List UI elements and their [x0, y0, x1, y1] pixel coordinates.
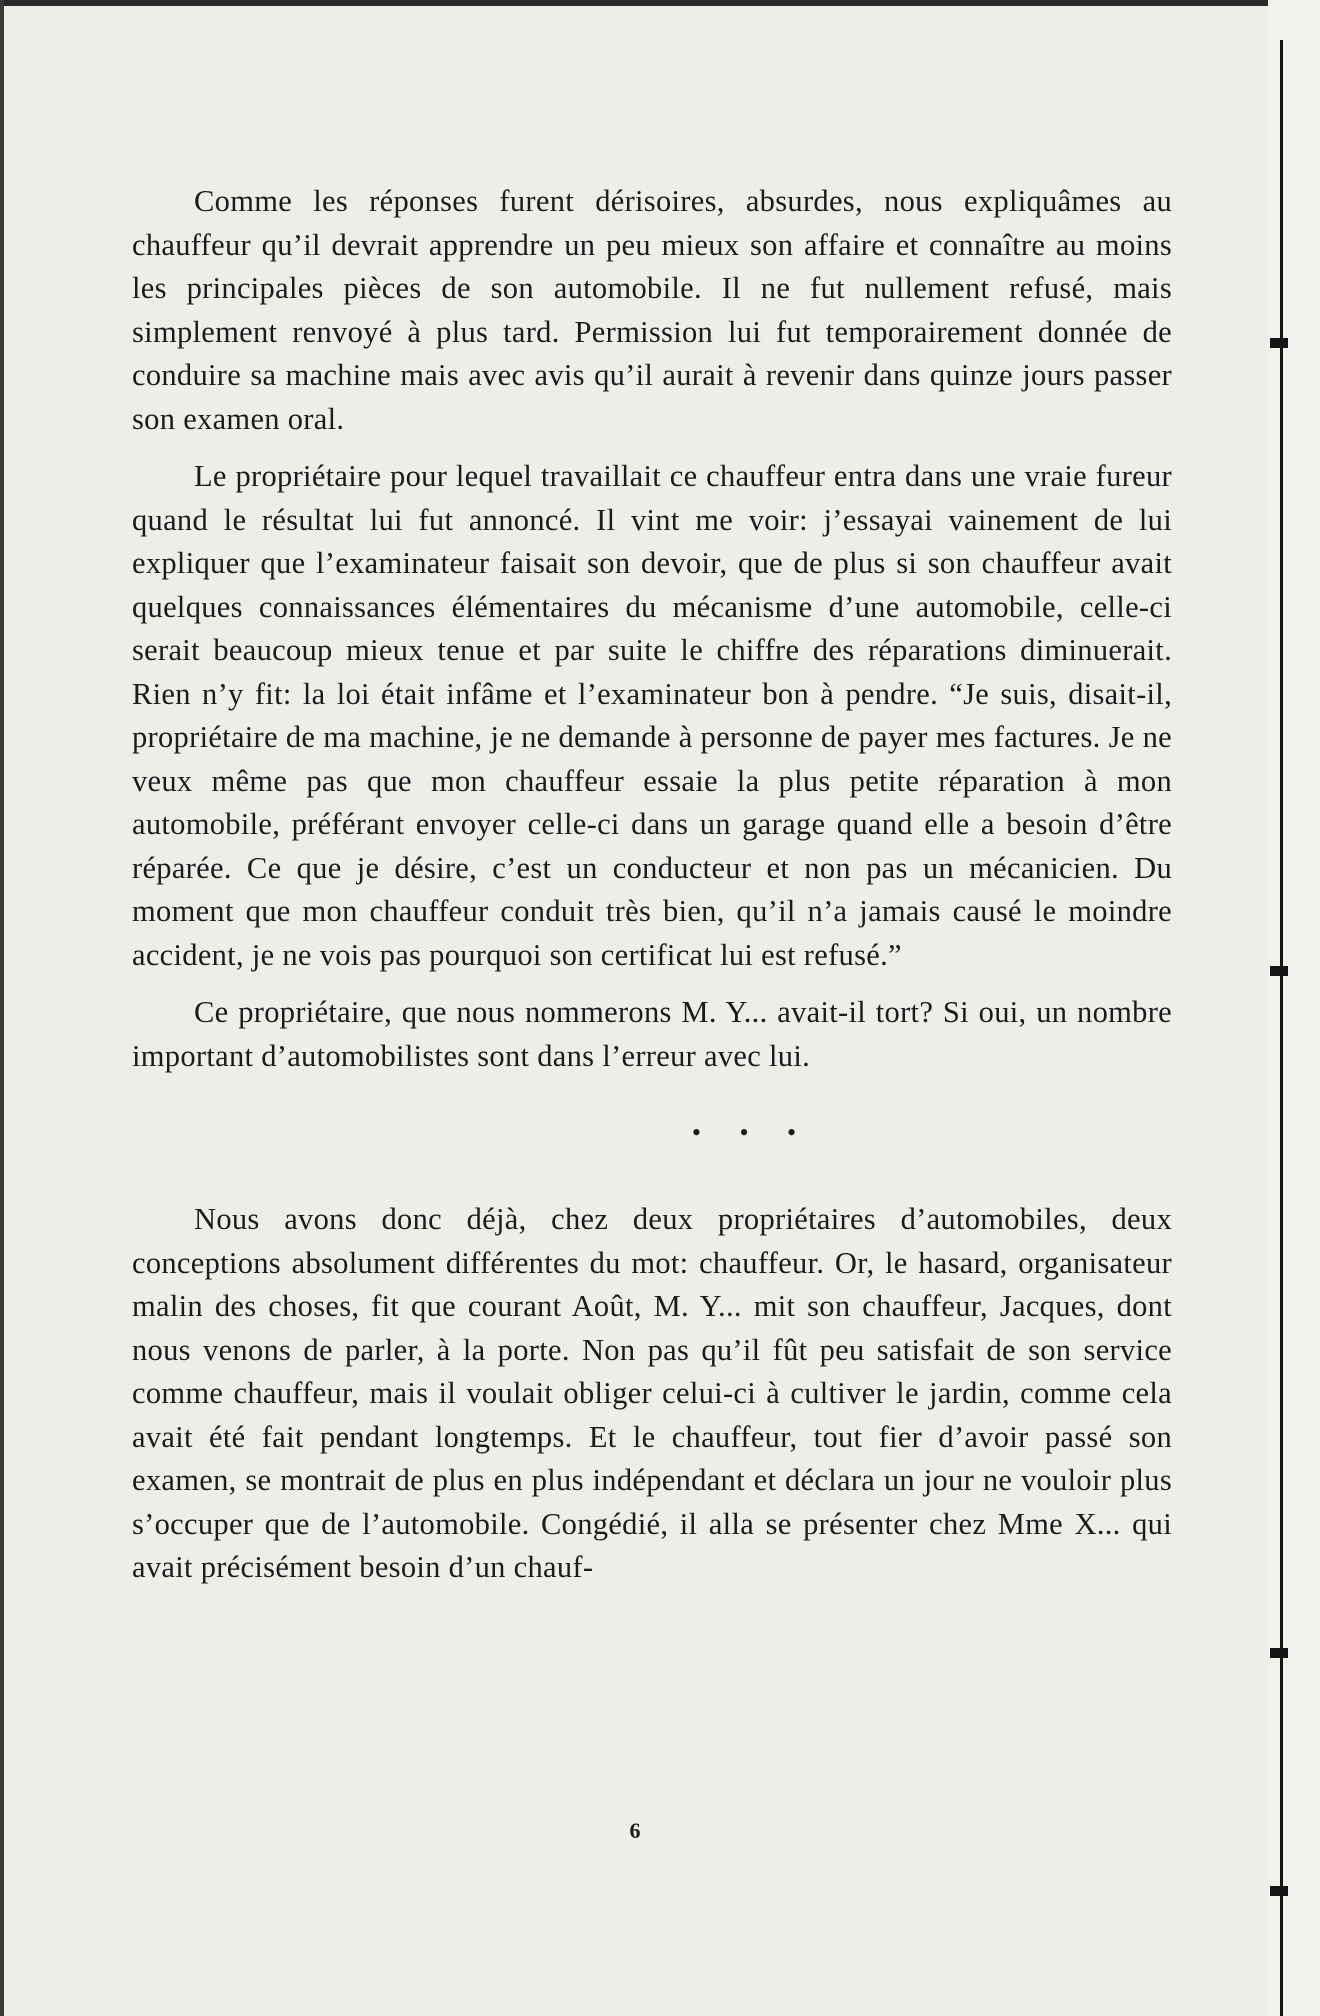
page-body-text	[132, 180, 1172, 1590]
section-separator: • • •	[691, 1118, 813, 1147]
page-number: 6	[629, 1818, 641, 1843]
paragraph: Ce propriétaire, que nous nommerons M. Y... avait-il tort? Si oui, un nombre important d’automobilistes sont dans l’erreur avec lui.	[132, 995, 1172, 1073]
page-binding-margin	[1268, 0, 1320, 2016]
binding-edge-line	[1280, 40, 1283, 2016]
binding-clip-mark	[1270, 966, 1288, 976]
binding-clip-mark	[1270, 338, 1288, 348]
paragraph: Nous avons donc déjà, chez deux propriétaires d’automobiles, deux conceptions absolument différentes du mot: chauffeur. Or, le hasard, organisateur malin des choses, fit que courant Août, M. Y... mit son chauffeur, Jacques, dont nous venons de parler, à la porte. Non pas qu’il fût peu satisfait de son service comme chauffeur, mais il voulait obliger celui-ci à cultiver le jardin, comme cela avait été fait pendant longtemps. Et le chauffeur, tout fier d’avoir passé son examen, se montrait de plus en plus indépendant et déclara un jour ne vouloir plus s’occuper que de l’automobile. Congédié, il alla se présenter chez Mme X... qui avait précisément besoin d’un chauf-	[132, 1202, 1172, 1584]
binding-clip-mark	[1270, 1886, 1288, 1896]
page-top-edge	[0, 0, 1320, 6]
paragraph: Le propriétaire pour lequel travaillait ce chauffeur entra dans une vraie fureur quand le résultat lui fut annoncé. Il vint me voir: j’essayai vainement de lui expliquer que l’examinateur faisait son devoir, que de plus si son chauffeur avait quelques connaissances élémentaires du mécanisme d’une automobile, celle-ci serait beaucoup mieux tenue et par suite le chiffre des réparations diminuerait. Rien n’y fit: la loi était infâme et l’examinateur bon à pendre. “Je suis, disait-il, propriétaire de ma machine, je ne demande à personne de payer mes factures. Je ne veux même pas que mon chauffeur essaie la plus petite réparation à mon automobile, préférant envoyer celle-ci dans un garage quand elle a besoin d’être réparée. Ce que je désire, c’est un conducteur et non pas un mécanicien. Du moment que mon chauffeur conduit très bien, qu’il n’a jamais causé le moindre accident, je ne vois pas pourquoi son certificat lui est refusé.”	[132, 459, 1172, 972]
paragraph: Comme les réponses furent dérisoires, absurdes, nous expliquâmes au chauffeur qu’il devrait apprendre un peu mieux son affaire et connaître au moins les principales pièces de son automobile. Il ne fut nullement refusé, mais simplement renvoyé à plus tard. Permission lui fut temporairement donnée de conduire sa machine mais avec avis qu’il aurait à revenir dans quinze jours passer son examen oral.	[132, 184, 1172, 436]
binding-clip-mark	[1270, 1648, 1288, 1658]
page-left-edge	[0, 0, 4, 2016]
